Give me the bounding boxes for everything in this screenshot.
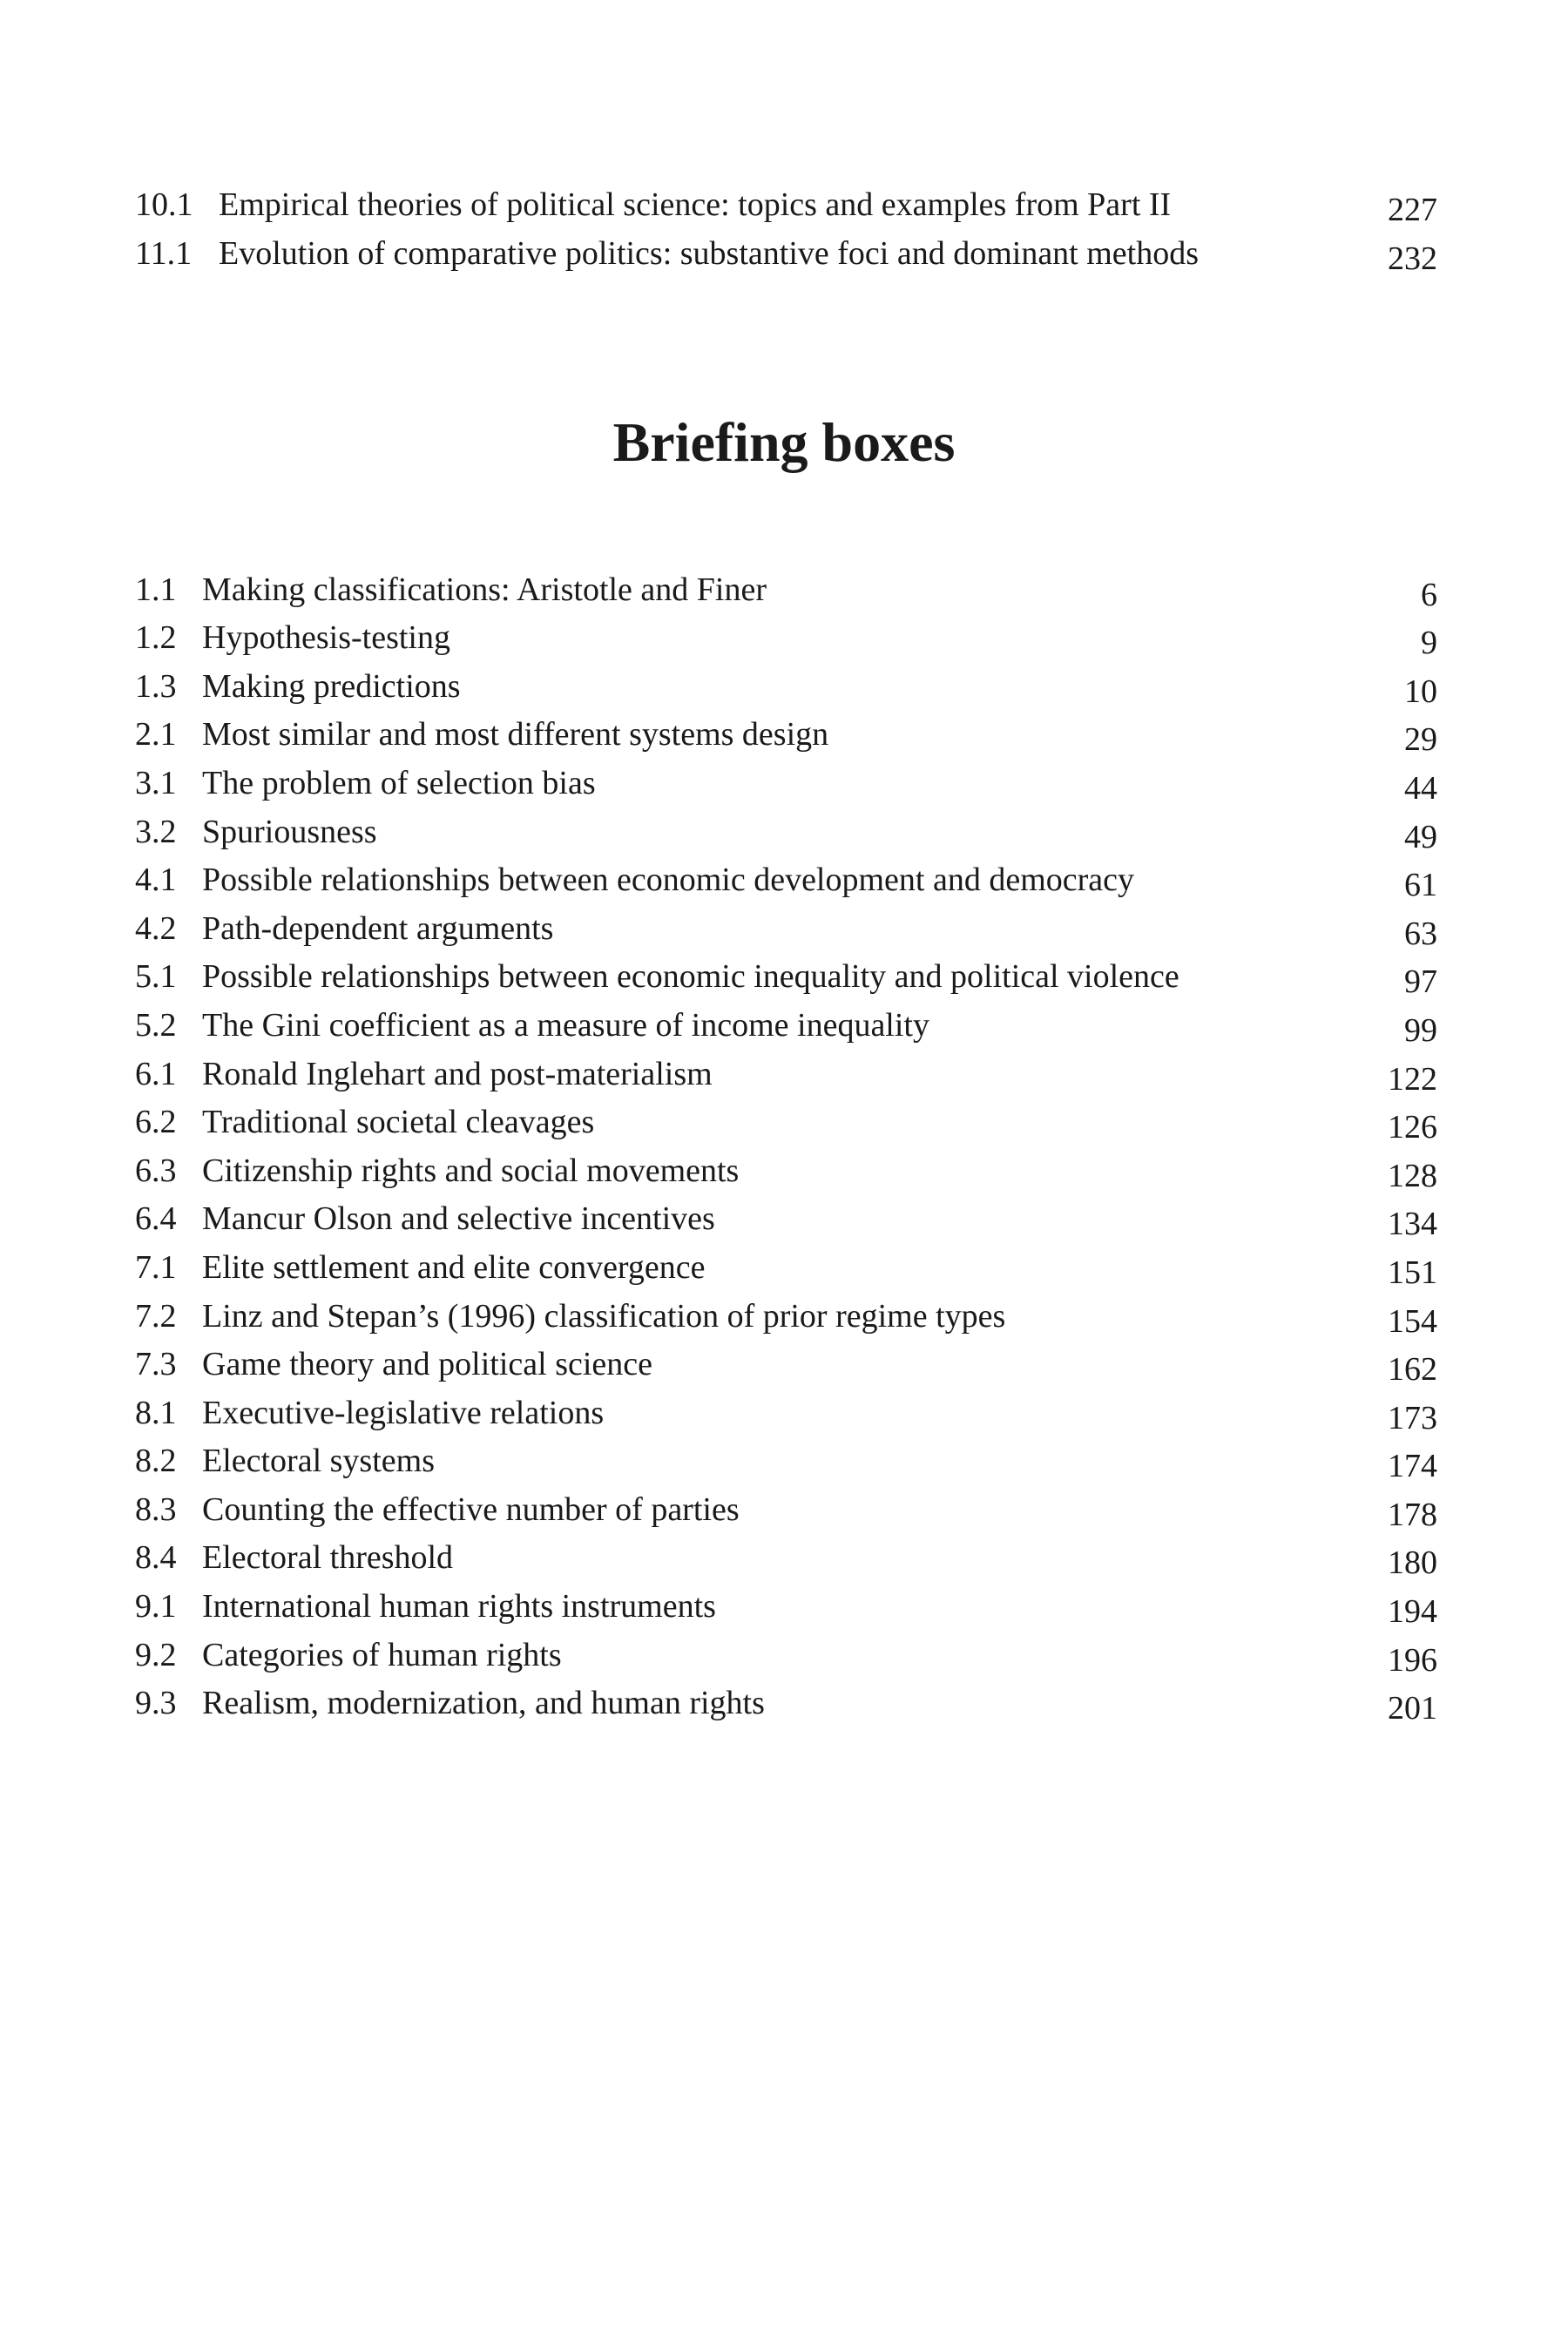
entry-title: International human rights instruments [202,1588,716,1625]
entry-number: 6.2 [135,1104,177,1141]
toc-entry [135,896,1437,952]
entry-page: 29 [1404,721,1437,759]
entry-page: 6 [1421,576,1437,613]
entry-page: 97 [1404,963,1437,1001]
entry-number: 1.3 [135,667,177,705]
toc-entry [135,1235,1437,1291]
toc-entry [135,1333,1437,1389]
entry-page: 201 [1388,1690,1437,1727]
toc-entry [135,1574,1437,1631]
entry-title: Making classifications: Aristotle and Finer [202,571,767,608]
entry-page: 44 [1404,769,1437,807]
entry-number: 6.3 [135,1152,177,1189]
entry-page: 126 [1388,1109,1437,1146]
entry-title: Making predictions [202,667,461,705]
entry-number: 6.4 [135,1200,177,1238]
toc-entry [135,1477,1437,1533]
toc-entry [135,848,1437,904]
entry-title: Possible relationships between economic development and democracy [202,862,1135,899]
toc-entry [135,1672,1437,1727]
entry-page: 63 [1404,915,1437,952]
entry-title: Evolution of comparative politics: substantive foci and dominant methods [219,235,1200,272]
entry-title: Citizenship rights and social movements [202,1152,740,1189]
entry-page: 174 [1388,1448,1437,1485]
entry-page: 122 [1388,1060,1437,1098]
toc-entry [135,172,1437,228]
section-heading: Briefing boxes [612,411,956,473]
toc-entry [135,1187,1437,1243]
entry-title: Traditional societal cleavages [202,1104,595,1141]
entry-page: 99 [1404,1011,1437,1049]
entry-number: 9.2 [135,1636,177,1673]
figures-list [135,172,1437,277]
entry-title: Hypothesis-testing [202,619,450,657]
toc-entry [135,1623,1437,1679]
entry-title: Electoral threshold [202,1539,454,1577]
entry-page: 173 [1388,1399,1437,1436]
toc-entry [135,945,1437,1001]
entry-title: Realism, modernization, and human rights [202,1685,765,1722]
entry-number: 8.4 [135,1539,177,1577]
entry-title: The Gini coefficient as a measure of income inequality [202,1006,929,1044]
entry-number: 8.3 [135,1490,177,1528]
entry-number: 11.1 [135,235,193,272]
entry-title: Counting the effective number of parties [202,1490,740,1528]
entry-title: Mancur Olson and selective incentives [202,1200,715,1238]
entry-page: 196 [1388,1641,1437,1679]
entry-page: 162 [1388,1351,1437,1389]
entry-number: 1.2 [135,619,177,657]
entry-number: 5.1 [135,958,177,996]
entry-number: 3.2 [135,813,177,850]
entry-number: 7.3 [135,1346,177,1383]
entry-page: 178 [1388,1496,1437,1533]
toc-entry [135,751,1437,807]
entry-number: 4.1 [135,862,177,899]
entry-number: 5.2 [135,1006,177,1044]
entry-number: 8.1 [135,1394,177,1431]
toc-entry [135,1381,1437,1436]
toc-entry [135,800,1437,855]
entry-page: 154 [1388,1302,1437,1340]
entry-number: 8.2 [135,1443,177,1480]
toc-entry [135,654,1437,710]
entry-title: Game theory and political science [202,1346,653,1383]
entry-page: 151 [1388,1254,1437,1291]
entry-title: Empirical theories of political science: topics and examples from Part II [219,186,1172,223]
entry-title: Ronald Inglehart and post-materialism [202,1055,713,1092]
entry-page: 180 [1388,1544,1437,1582]
entry-number: 10.1 [135,186,193,223]
entry-number: 6.1 [135,1055,177,1092]
entry-title: Spuriousness [202,813,377,850]
briefing-boxes-list [135,558,1437,1727]
entry-title: Path-dependent arguments [202,909,554,947]
entry-page: 9 [1421,625,1437,662]
entry-title: Categories of human rights [202,1636,562,1673]
entry-number: 7.1 [135,1248,177,1286]
toc-entry [135,558,1437,613]
entry-number: 9.1 [135,1588,177,1625]
entry-page: 194 [1388,1593,1437,1631]
toc-entry [135,1091,1437,1146]
toc-entry [135,1139,1437,1194]
toc-entry [135,703,1437,759]
entry-number: 4.2 [135,909,177,947]
entry-number: 9.3 [135,1685,177,1722]
entry-page: 227 [1388,192,1437,228]
entry-page: 232 [1388,240,1437,277]
entry-page: 134 [1388,1206,1437,1243]
entry-title: Electoral systems [202,1443,435,1480]
toc-entry [135,221,1437,277]
entry-title: Linz and Stepan’s (1996) classification of prior regime types [202,1297,1006,1335]
toc-entry [135,1284,1437,1340]
entry-page: 49 [1404,818,1437,855]
toc-entry [135,1429,1437,1485]
entry-number: 1.1 [135,571,177,608]
entry-page: 128 [1388,1157,1437,1194]
entry-page: 10 [1404,672,1437,710]
entry-title: Executive-legislative relations [202,1394,605,1431]
toc-entry [135,1042,1437,1098]
toc-entry [135,993,1437,1049]
toc-entry [135,606,1437,662]
entry-title: Possible relationships between economic inequality and political violence [202,958,1179,996]
toc-entry [135,1526,1437,1582]
entry-number: 7.2 [135,1297,177,1335]
entry-number: 3.1 [135,764,177,801]
entry-page: 61 [1404,867,1437,904]
entry-number: 2.1 [135,716,177,754]
entry-title: Elite settlement and elite convergence [202,1248,706,1286]
entry-title: Most similar and most different systems design [202,716,829,754]
entry-title: The problem of selection bias [202,764,596,801]
